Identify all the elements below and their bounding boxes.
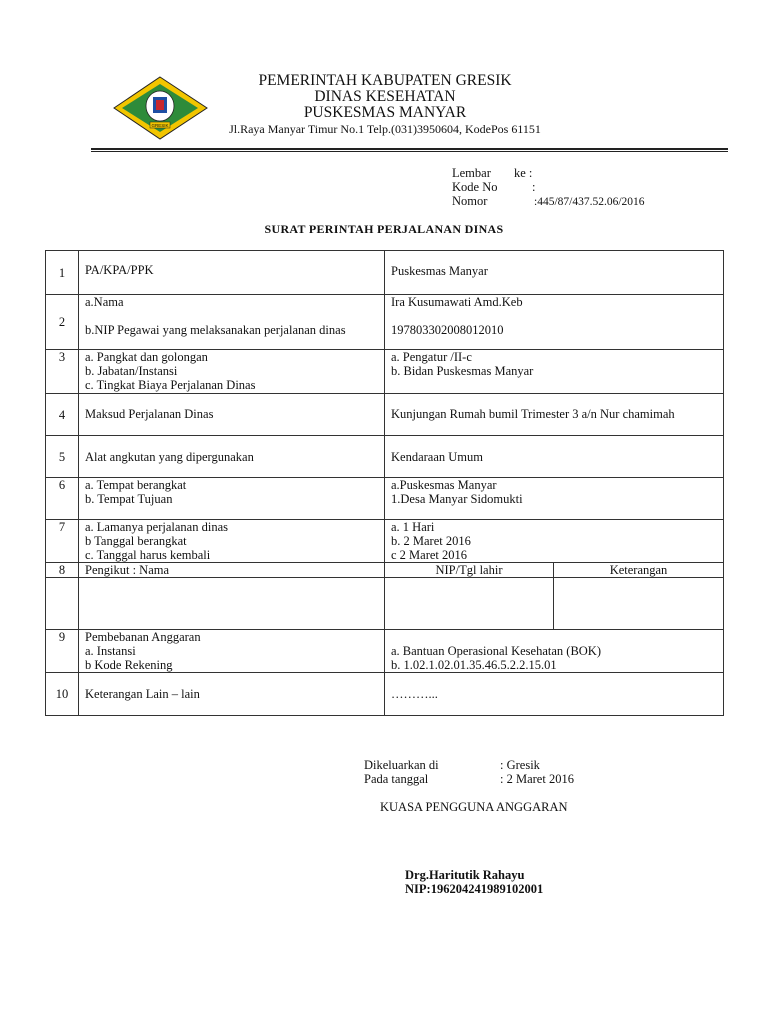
header-divider [91,148,728,150]
row-label [79,520,385,563]
issued-place-row [364,758,540,773]
meta-kode [452,180,535,195]
table-row [46,295,724,350]
date-label: Pada tanggal [364,772,429,786]
nama-label: a.Nama [85,295,124,309]
date-value: : 2 Maret 2016 [500,772,574,786]
meta-lembar [452,166,532,181]
tujuan-value: 1.Desa Manyar Sidomukti [391,492,523,506]
pangkat-label: a. Pangkat dan golongan [85,350,208,364]
lembar-ke: ke : [514,166,533,180]
jabatan-label: b. Jabatan/Instansi [85,364,178,378]
nomor-label: Nomor [452,194,488,208]
empty-cell [554,578,724,630]
row-value [385,520,724,563]
nomor-value: :445/87/437.52.06/2016 [534,196,645,208]
lamanya-value: a. 1 Hari [391,520,435,534]
row-label [79,630,385,673]
biaya-label: c. Tingkat Biaya Perjalanan Dinas [85,378,256,392]
row-label: Keterangan Lain – lain [79,673,385,716]
row-number: 3 [46,350,79,394]
row-value: Kunjungan Rumah bumil Trimester 3 a/n Nur chamimah [385,394,724,436]
row-label [79,478,385,520]
kode-sep: : [532,180,536,194]
header-government: PEMERINTAH KABUPATEN GRESIK [258,72,512,89]
berangkat-label: a. Tempat berangkat [85,478,187,492]
tgl-berangkat-label: b Tanggal berangkat [85,534,187,548]
table-row [46,520,724,563]
keterangan-header: Keterangan [554,563,724,578]
row-number: 7 [46,520,79,563]
table-row [46,563,724,578]
row-number: 4 [46,394,79,436]
nip-tgl-header: NIP/Tgl lahir [385,563,554,578]
row-value: Puskesmas Manyar [385,251,724,295]
row-value [385,478,724,520]
sppd-table [45,250,724,716]
row-value [385,295,724,350]
tgl-berangkat-value: b. 2 Maret 2016 [391,534,471,548]
lamanya-label: a. Lamanya perjalanan dinas [85,520,228,534]
header-puskesmas: PUSKESMAS MANYAR [303,104,467,121]
header-address: Jl.Raya Manyar Timur No.1 Telp.(031)3950604, KodePos 61151 [229,122,541,136]
signer-nip: NIP:196204241989102001 [405,882,544,896]
row-value: Kendaraan Umum [385,436,724,478]
row-number: 5 [46,436,79,478]
table-row [46,478,724,520]
empty-cell [46,578,79,630]
table-row [46,251,724,295]
table-row [46,394,724,436]
row-number: 2 [46,295,79,350]
issued-value: : Gresik [500,758,540,772]
gresik-logo [112,75,209,141]
table-row [46,673,724,716]
row-label: PA/KPA/PPK [79,251,385,295]
row-label [79,350,385,394]
row-number: 6 [46,478,79,520]
header-department: DINAS KESEHATAN [314,88,456,105]
nip-value: 197803302008012010 [391,323,504,337]
row-value [385,350,724,394]
row-number: 10 [46,673,79,716]
kode-label: Kode No [452,180,498,194]
row-number: 1 [46,251,79,295]
nama-value: Ira Kusumawati Amd.Keb [391,295,523,309]
pengikut-label: Pengikut : Nama [79,563,385,578]
row-label [79,295,385,350]
tgl-kembali-label: c. Tanggal harus kembali [85,548,211,562]
row-number: 9 [46,630,79,673]
signer-role: KUASA PENGGUNA ANGGARAN [380,800,568,814]
signer-name: Drg.Haritutik Rahayu [405,868,525,882]
pembebanan-label: Pembebanan Anggaran [85,630,201,644]
empty-cell [385,578,554,630]
document-title: SURAT PERINTAH PERJALANAN DINAS [264,222,504,236]
meta-nomor [452,194,645,209]
table-row [46,630,724,673]
tgl-kembali-value: c 2 Maret 2016 [391,548,468,562]
issued-date-row [364,772,574,787]
kode-rekening-label: b Kode Rekening [85,658,173,672]
kode-rekening-value: b. 1.02.1.02.01.35.46.5.2.2.15.01 [391,658,557,672]
table-row [46,436,724,478]
table-row [46,350,724,394]
row-value [385,630,724,673]
row-value: ………... [385,673,724,716]
issued-label: Dikeluarkan di [364,758,439,772]
row-number: 8 [46,563,79,578]
header-divider-thin [91,151,728,152]
jabatan-value: b. Bidan Puskesmas Manyar [391,364,534,378]
row-label: Maksud Perjalanan Dinas [79,394,385,436]
lembar-label: Lembar [452,166,491,180]
nip-label: b.NIP Pegawai yang melaksanakan perjalanan dinas [85,323,346,337]
empty-cell [79,578,385,630]
instansi-label: a. Instansi [85,644,136,658]
logo-text: GRESIK [151,123,169,128]
table-row-empty [46,578,724,630]
tujuan-label: b. Tempat Tujuan [85,492,173,506]
instansi-value: a. Bantuan Operasional Kesehatan (BOK) [391,644,601,658]
pangkat-value: a. Pengatur /II-c [391,350,472,364]
row-label: Alat angkutan yang dipergunakan [79,436,385,478]
berangkat-value: a.Puskesmas Manyar [391,478,497,492]
